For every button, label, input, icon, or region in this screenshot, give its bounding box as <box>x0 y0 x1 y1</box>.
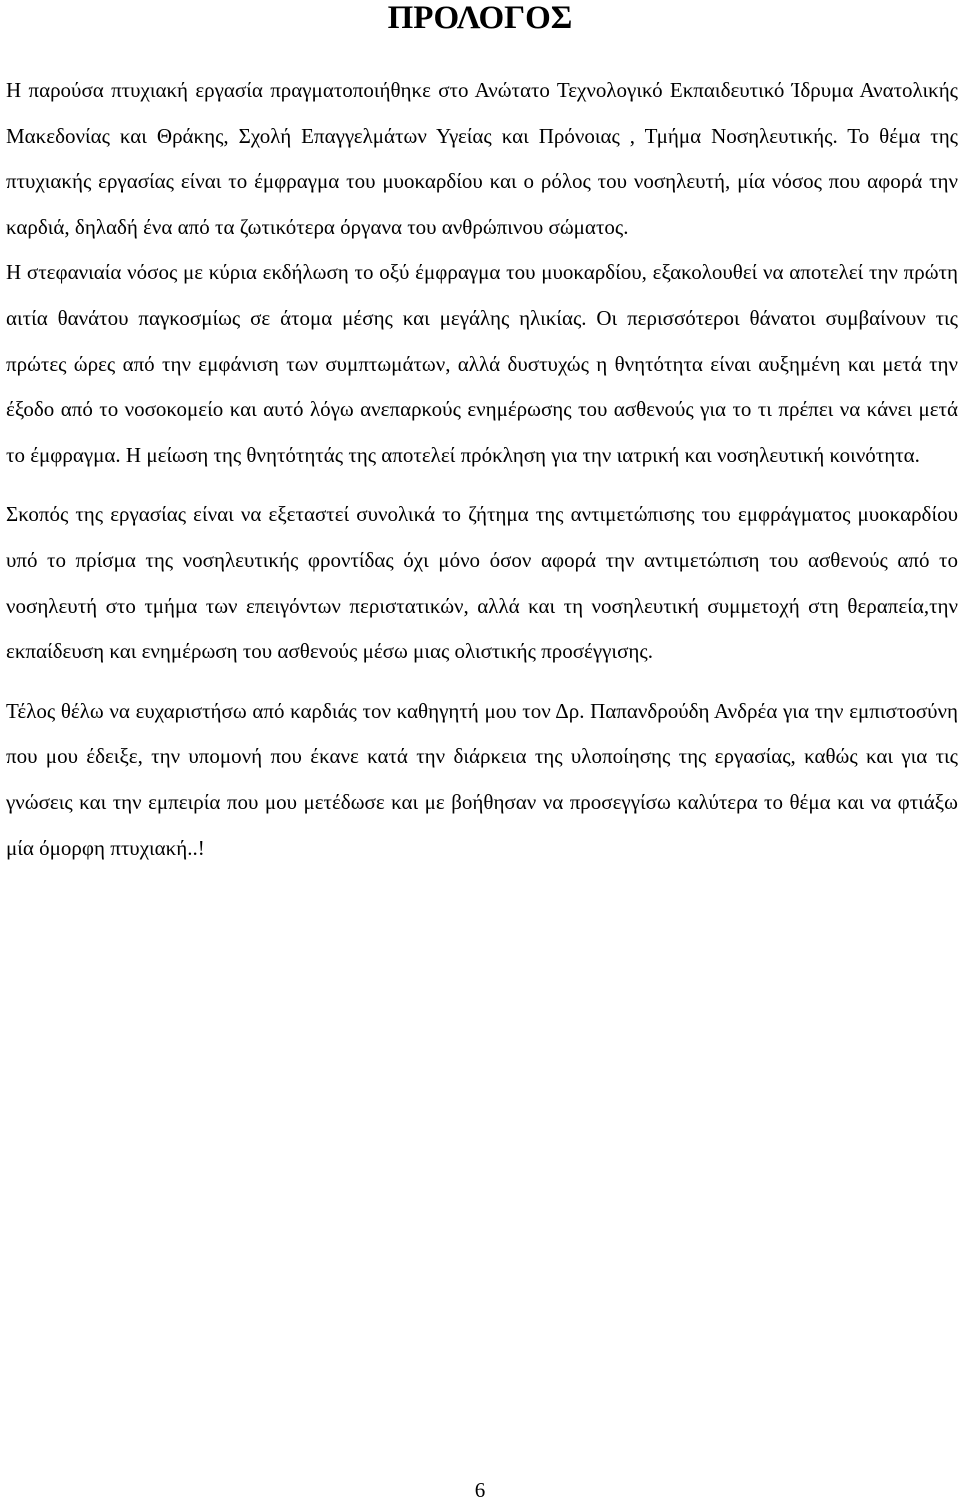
paragraph-purpose: Σκοπός της εργασίας είναι να εξεταστεί συνολικά το ζήτημα της αντιμετώπισης του εμφράγματος μυοκαρδίου υπό το πρίσμα της νοσηλευτικής φροντίδας όχι μόνο όσον αφορά την αντιμετώπιση του ασθενούς από το νοσηλευτή στο τμήμα των επειγόντων περιστατικών, αλλά και τη νοσηλευτική συμμετοχή στη θεραπεία,την εκπαίδευση και ενημέρωση του ασθενούς μέσω μιας ολιστικής προσέγγισης. <box>6 502 958 664</box>
paragraph-acknowledgements: Τέλος θέλω να ευχαριστήσω από καρδιάς τον καθηγητή μου τον Δρ. Παπανδρούδη Ανδρέα για την εμπιστοσύνη που μου έδειξε, την υπομονή που έκανε κατά την διάρκεια της υλοποίησης της εργασίας, καθώς και για τις γνώσεις και την εμπειρία που μου μετέδωσε και με βοήθησαν να προσεγγίσω καλύτερα το θέμα και να φτιάξω μία όμορφη πτυχιακή..! <box>6 698 958 860</box>
page-number: 6 <box>474 1478 486 1502</box>
paragraph-coronary-disease: Η στεφανιαία νόσος με κύρια εκδήλωση το οξύ έμφραγμα του μυοκαρδίου, εξακολουθεί να αποτελεί την πρώτη αιτία θανάτου παγκοσμίως σε άτομα μέσης και μεγάλης ηλικίας. Οι περισσότεροι θάνατοι συμβαίνουν τις πρώτες ώρες από την εμφάνιση των συμπτωμάτων, αλλά δυστυχώς η θνητότητα είναι αυξημένη και μετά την έξοδο από το νοσοκομείο και αυτό λόγω ανεπαρκούς ενημέρωσης του ασθενούς για το τι πρέπει να κάνει μετά το έμφραγμα. Η μείωση της θνητότητάς της αποτελεί πρόκληση για την ιατρική και νοσηλευτική κοινότητα. <box>6 260 958 467</box>
paragraph-spacer <box>6 478 958 492</box>
paragraph-introduction: Η παρούσα πτυχιακή εργασία πραγματοποιήθηκε στο Ανώτατο Τεχνολογικό Εκπαιδευτικό Ίδρυμα Ανατολικής Μακεδονίας και Θράκης, Σχολή Επαγγελμάτων Υγείας και Πρόνοιας , Τμήμα Νοσηλευτικής. Το θέμα της πτυχιακής εργασίας είναι το έμφραγμα του μυοκαρδίου και ο ρόλος του νοσηλευτή, μία νόσος που αφορά την καρδιά, δηλαδή ένα από τα ζωτικότερα όργανα του ανθρώπινου σώματος. <box>6 78 958 239</box>
body-text <box>6 68 958 871</box>
page-title: ΠΡΟΛΟΓΟΣ <box>387 0 573 36</box>
paragraph-spacer <box>6 675 958 689</box>
